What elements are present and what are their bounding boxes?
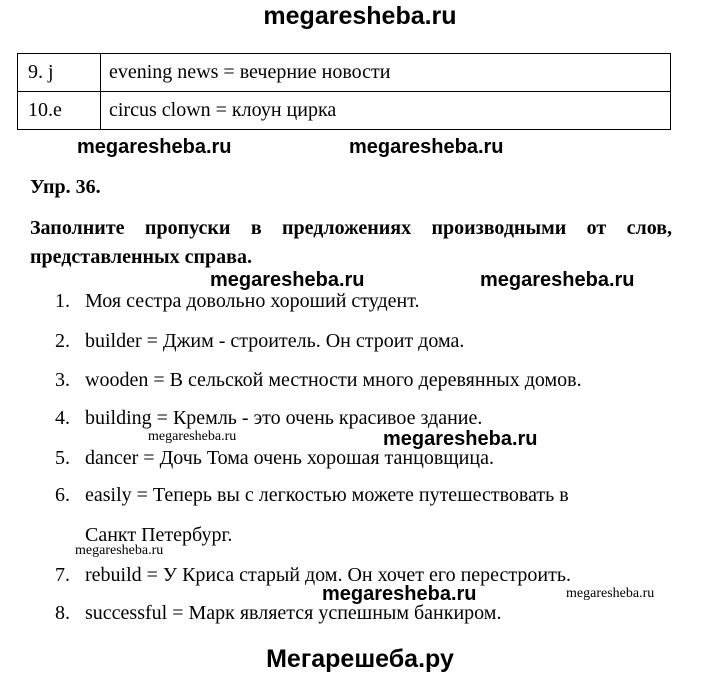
item-text: wooden = В сельской местности много деревянных домов. bbox=[85, 369, 582, 391]
watermark: megaresheba.ru bbox=[480, 269, 635, 291]
item-number: 3. bbox=[55, 369, 70, 391]
item-text: easily = Теперь вы с легкостью можете путешествовать в bbox=[85, 484, 569, 506]
row-text: evening news = вечерние новости bbox=[101, 54, 671, 92]
row-number: 9. j bbox=[18, 54, 101, 92]
row-number: 10.e bbox=[18, 92, 101, 130]
list-item bbox=[55, 564, 571, 587]
watermark: megaresheba.ru bbox=[383, 428, 538, 450]
item-number: 1. bbox=[55, 290, 70, 312]
item-number: 5. bbox=[55, 447, 70, 469]
site-footer: Мегарешеба.ру bbox=[266, 645, 454, 673]
watermark: megaresheba.ru bbox=[322, 583, 477, 605]
row-text: circus clown = клоун цирка bbox=[101, 92, 671, 130]
item-text: dancer = Дочь Тома очень хорошая танцовщица. bbox=[85, 447, 494, 469]
list-item bbox=[55, 484, 569, 507]
item-text: builder = Джим - строитель. Он строит дома. bbox=[85, 330, 465, 352]
item-text: Санкт Петербург. bbox=[85, 524, 233, 546]
watermark: megaresheba.ru bbox=[77, 136, 232, 158]
vocab-table bbox=[17, 53, 671, 130]
list-item bbox=[55, 602, 501, 625]
list-item bbox=[55, 407, 482, 430]
item-number: 6. bbox=[55, 484, 70, 506]
list-item bbox=[55, 290, 420, 313]
list-item bbox=[55, 369, 582, 392]
item-text: rebuild = У Криса старый дом. Он хочет его перестроить. bbox=[85, 564, 571, 586]
item-text: successful = Марк является успешным банкиром. bbox=[85, 602, 502, 624]
item-text: building = Кремль - это очень красивое здание. bbox=[85, 407, 483, 429]
watermark: megaresheba.ru bbox=[148, 429, 237, 444]
watermark: megaresheba.ru bbox=[75, 543, 164, 558]
watermark: megaresheba.ru bbox=[210, 269, 365, 291]
item-number: 2. bbox=[55, 330, 70, 352]
site-header: megaresheba.ru bbox=[263, 2, 457, 30]
item-number: 7. bbox=[55, 564, 70, 586]
item-number: 4. bbox=[55, 407, 70, 429]
exercise-title: Упр. 36. bbox=[30, 176, 101, 198]
table-row bbox=[18, 92, 671, 130]
list-item bbox=[55, 330, 464, 353]
list-item bbox=[55, 447, 494, 470]
item-text: Моя сестра довольно хороший студент. bbox=[85, 290, 420, 312]
table-row bbox=[18, 54, 671, 92]
item-number: 8. bbox=[55, 602, 70, 624]
watermark: megaresheba.ru bbox=[566, 586, 655, 601]
watermark: megaresheba.ru bbox=[349, 136, 504, 158]
exercise-instructions: Заполните пропуски в предложениях производными от слов, представленных справа. bbox=[30, 217, 672, 268]
